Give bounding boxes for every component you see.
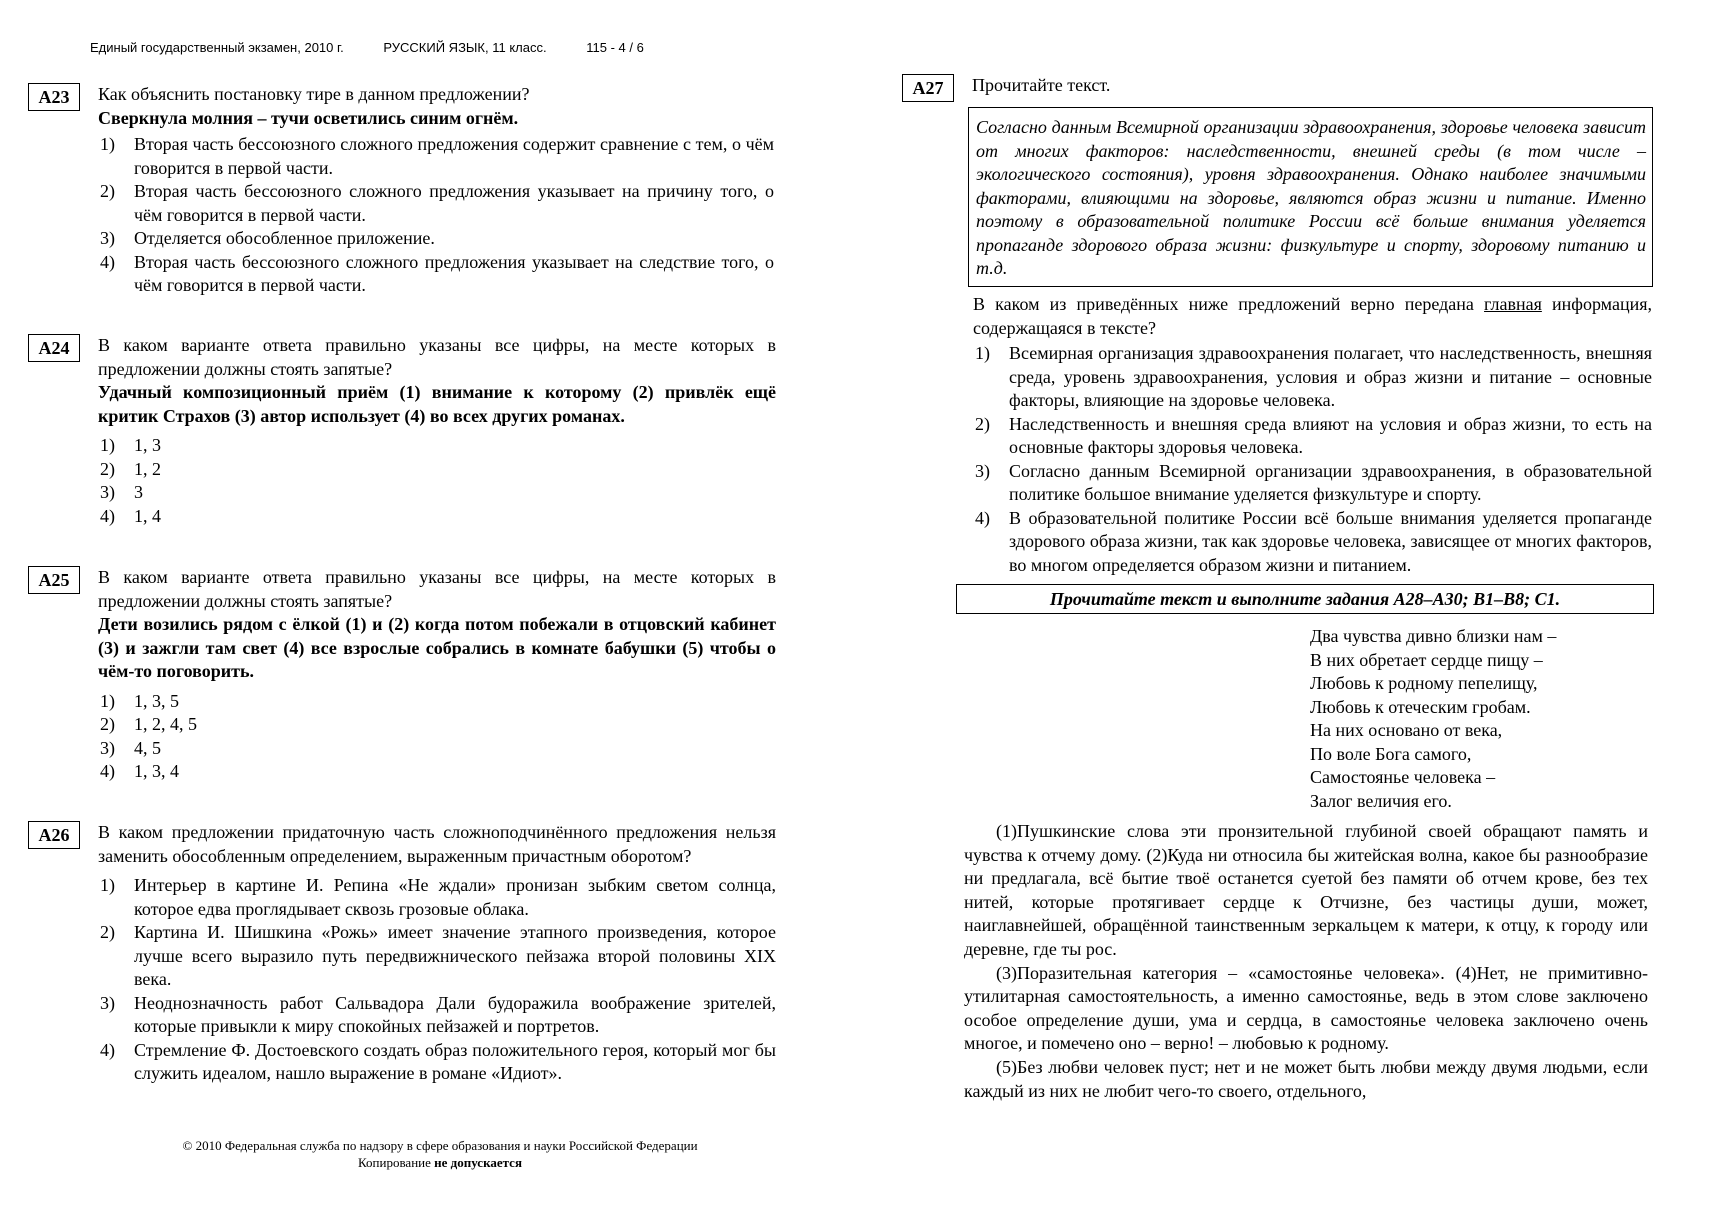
question-text: Как объяснить постановку тире в данном предложении? bbox=[98, 84, 530, 104]
copy-notice: Копирование не допускается bbox=[358, 1155, 522, 1170]
poem-line: Самостоянье человека – bbox=[1310, 767, 1496, 787]
answer-option[interactable]: 4) Вторая часть бессоюзного сложного предложения указывает на следствие того, о чём говорится в первой части. bbox=[100, 251, 774, 295]
answer-option[interactable]: 4) В образовательной политике России всё больше внимания уделяется пропаганде здорового образа жизни, так как здоровье человека, зависящее от многих факторов, во многом определяется образом жизни и питанием. bbox=[975, 507, 1652, 575]
question-number: А23 bbox=[28, 83, 80, 111]
question-number: А27 bbox=[902, 74, 954, 102]
question-body bbox=[98, 566, 776, 784]
answer-option[interactable]: 2) 1, 2, 4, 5 bbox=[100, 714, 197, 734]
answer-option[interactable]: 3) 3 bbox=[100, 482, 143, 502]
text-paragraph: (5)Без любви человек пуст; нет и не может быть любви между двумя людьми, если каждый из них не любит чего-то своего, отдельного, bbox=[964, 1056, 1648, 1101]
right-page bbox=[861, 0, 1722, 1208]
answer-options bbox=[98, 434, 776, 528]
reading-passage-box: Согласно данным Всемирной организации здравоохранения, здоровье человека зависит от многих факторов: наследственности, внешней среды (в том числе – экологического состояния), уровня здравоохранения. Однако наиболее значимыми факторами, влияющими на здоровье, являются образ жизни и питание. Именно поэтому в образовательной политике России всё больше внимания уделяется пропаганде здорового образа жизни: физкультуре и спорту, здоровому питанию и т.д. bbox=[968, 107, 1653, 287]
question-text: В каком предложении придаточную часть сложноподчинённого предложения нельзя заменить обособленным определением, выраженным причастным оборотом? bbox=[98, 822, 776, 866]
question-text: В каком варианте ответа правильно указаны все цифры, на месте которых в предложении должны стоять запятые? bbox=[98, 335, 776, 379]
answer-option[interactable]: 2) Наследственность и внешняя среда влияют на условия и образ жизни, то есть на основные факторы здоровья человека. bbox=[975, 413, 1652, 457]
question-intro: Прочитайте текст. bbox=[972, 75, 1111, 95]
answer-option[interactable]: 1) 1, 3, 5 bbox=[100, 690, 179, 711]
answer-option[interactable]: 3) Согласно данным Всемирной организации здравоохранения, в образовательной политике большое внимание уделяется физкультуре и спорту. bbox=[975, 460, 1652, 504]
question-sentence: Дети возились рядом с ёлкой (1) и (2) когда потом побежали в отцовский кабинет (3) и зажгли там свет (4) все взрослые собрались в комнате бабушки (5) чтобы о чём-то поговорить. bbox=[98, 614, 776, 681]
question-body bbox=[98, 334, 776, 528]
copyright-line: © 2010 Федеральная служба по надзору в сфере образования и науки Российской Федерации bbox=[182, 1138, 698, 1153]
question-body bbox=[98, 821, 776, 1086]
question-text: В каком из приведённых ниже предложений верно передана главная информация, содержащаяся в тексте? bbox=[973, 294, 1652, 338]
answer-options bbox=[98, 133, 774, 298]
question-body bbox=[98, 83, 774, 298]
question-sentence: Сверкнула молния – тучи осветились синим огнём. bbox=[98, 107, 519, 128]
header-subject: РУССКИЙ ЯЗЫК, 11 класс. bbox=[383, 40, 547, 55]
text-paragraph: (3)Поразительная категория – «самостоянье человека». (4)Нет, не примитивно-утилитарная самостоятельность, а именно самостоянье, ведь в этом слове заключено особое определение души, ума и сердца, в самостоянье человека заключено очень многое, и помечено оно – верно! – любовью к родному. bbox=[964, 962, 1648, 1054]
question-number: А24 bbox=[28, 334, 80, 362]
poem-line: Залог величия его. bbox=[1310, 790, 1452, 811]
answer-option[interactable]: 1) Интерьер в картине И. Репина «Не ждали» пронизан зыбким светом солнца, которое едва проглядывает сквозь грозовые облака. bbox=[100, 875, 776, 919]
answer-option[interactable]: 2) 1, 2 bbox=[100, 458, 161, 479]
answer-option[interactable]: 4) Стремление Ф. Достоевского создать образ положительного героя, который мог бы служить идеалом, нашло выражение в романе «Идиот». bbox=[100, 1039, 776, 1083]
question-body bbox=[973, 293, 1652, 577]
answer-option[interactable]: 4) 1, 3, 4 bbox=[100, 761, 179, 781]
copyright-footer bbox=[90, 1137, 790, 1171]
answer-option[interactable]: 2) Вторая часть бессоюзного сложного предложения указывает на причину того, о чём говорится в первой части. bbox=[100, 181, 774, 225]
question-text: В каком варианте ответа правильно указаны все цифры, на месте которых в предложении должны стоять запятые? bbox=[98, 567, 776, 611]
poem-line: В них обретает сердце пищу – bbox=[1310, 649, 1543, 670]
poem-epigraph bbox=[1310, 625, 1556, 813]
answer-option[interactable]: 3) Отделяется обособленное приложение. bbox=[100, 228, 435, 248]
poem-line: По воле Бога самого, bbox=[1310, 743, 1472, 764]
answer-option[interactable]: 3) Неоднозначность работ Сальвадора Дали будоражила воображение зрителей, которые привыкли к миру спокойных пейзажей и портретов. bbox=[100, 992, 776, 1036]
poem-line: Любовь к родному пепелищу, bbox=[1310, 673, 1538, 693]
poem-line: На них основано от века, bbox=[1310, 720, 1503, 740]
poem-line: Любовь к отеческим гробам. bbox=[1310, 696, 1531, 717]
answer-options bbox=[973, 342, 1652, 577]
answer-option[interactable]: 3) 4, 5 bbox=[100, 737, 161, 758]
answer-option[interactable]: 1) Вторая часть бессоюзного сложного предложения содержит сравнение с тем, о чём говорится в первой части. bbox=[100, 134, 774, 178]
question-sentence: Удачный композиционный приём (1) внимание к которому (2) привлёк ещё критик Страхов (3) автор использует (4) во всех других романах. bbox=[98, 382, 776, 426]
question-number: А26 bbox=[28, 821, 80, 849]
text-paragraph: (1)Пушкинские слова эти пронзительной глубиной своей обращают память и чувства к отчему дому. (2)Куда ни относила бы житейская волна, какое бы разнообразие ни предлагала, всё бытие твоё останется суетой без памяти об отчем крове, без тех нитей, которые протягивает сердце к Отчизне, без частицы души, может, наиглавнейшей, обращённой таинственным зеркальцем к матери, к отцу, к городу или деревне, где ты рос. bbox=[964, 821, 1648, 959]
answer-option[interactable]: 1) Всемирная организация здравоохранения полагает, что наследственность, внешняя среда, уровень здравоохранения, условия и образ жизни и питание – основные факторы, влияющие на здоровье человека. bbox=[975, 343, 1652, 410]
answer-option[interactable]: 4) 1, 4 bbox=[100, 505, 161, 526]
poem-line: Два чувства дивно близки нам – bbox=[1310, 626, 1557, 646]
reading-text bbox=[964, 820, 1648, 1103]
answer-option[interactable]: 1) 1, 3 bbox=[100, 435, 161, 455]
question-number: А25 bbox=[28, 566, 80, 594]
instruction-box: Прочитайте текст и выполните задания А28–А30; В1–В8; С1. bbox=[956, 584, 1654, 614]
header-page: 115 - 4 / 6 bbox=[586, 40, 644, 55]
header-exam: Единый государственный экзамен, 2010 г. bbox=[90, 40, 344, 55]
answer-options bbox=[98, 874, 776, 1086]
page-header bbox=[90, 40, 680, 55]
answer-option[interactable]: 2) Картина И. Шишкина «Рожь» имеет значение этапного произведения, которое лучше всего выразило путь передвижнического пейзажа второй половины XIX века. bbox=[100, 922, 776, 989]
answer-options bbox=[98, 690, 776, 784]
